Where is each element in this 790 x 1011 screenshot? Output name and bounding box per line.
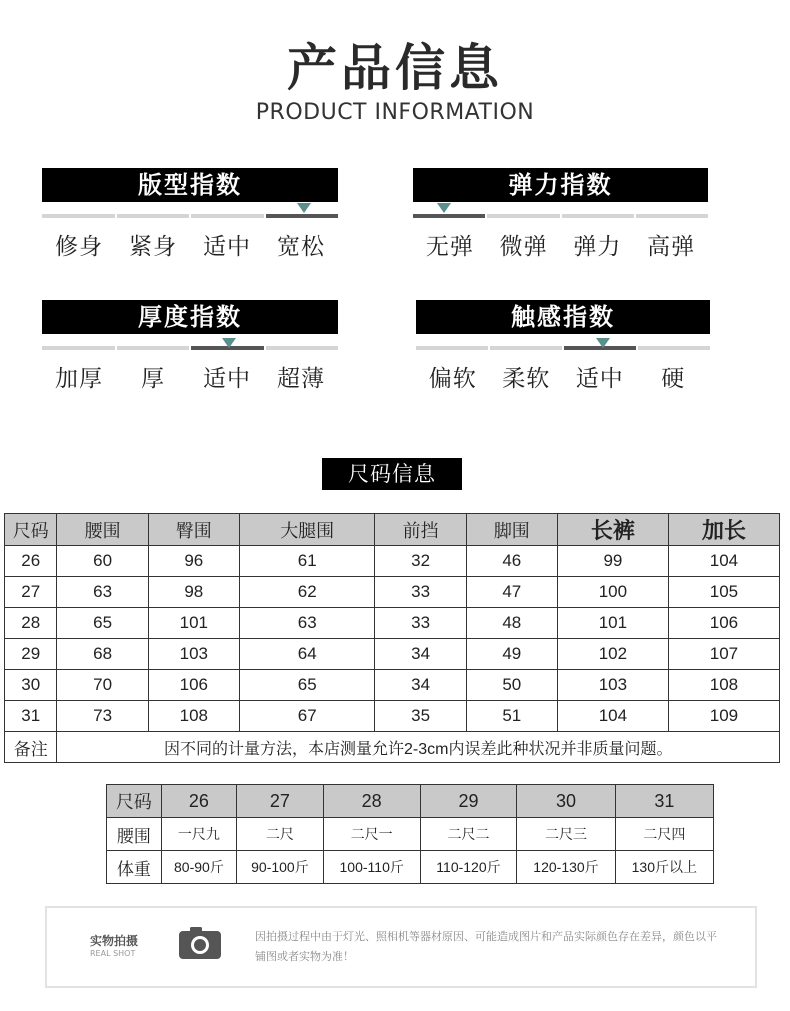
table-cell: 80-90斤 xyxy=(161,851,236,884)
table-cell: 105 xyxy=(668,577,779,608)
table-cell: 49 xyxy=(466,639,557,670)
row-label: 体重 xyxy=(107,851,162,884)
index-option: 硬 xyxy=(661,366,686,392)
column-header: 尺码 xyxy=(5,514,57,546)
table-row xyxy=(5,608,780,639)
index-option: 适中 xyxy=(203,234,251,260)
table-cell: 120-130斤 xyxy=(517,851,615,884)
index-option: 超薄 xyxy=(277,366,325,392)
table-cell: 103 xyxy=(148,639,239,670)
table-cell: 50 xyxy=(466,670,557,701)
table-cell: 二尺一 xyxy=(323,818,420,851)
index-title: 触感指数 xyxy=(416,300,710,334)
table-cell: 109 xyxy=(668,701,779,732)
table-cell: 二尺 xyxy=(237,818,324,851)
table-cell: 30 xyxy=(517,785,615,818)
index-scale xyxy=(413,214,708,218)
table-cell: 63 xyxy=(239,608,375,639)
table-cell: 108 xyxy=(668,670,779,701)
table-cell: 65 xyxy=(57,608,148,639)
pointer-icon xyxy=(596,338,610,348)
note-row xyxy=(5,732,780,763)
table-cell: 100-110斤 xyxy=(323,851,420,884)
table-cell: 110-120斤 xyxy=(420,851,517,884)
table-cell: 47 xyxy=(466,577,557,608)
table-cell: 二尺二 xyxy=(420,818,517,851)
table-cell: 51 xyxy=(466,701,557,732)
column-header: 加长 xyxy=(668,514,779,546)
index-fit xyxy=(42,168,338,261)
table-cell: 62 xyxy=(239,577,375,608)
table-cell: 34 xyxy=(375,639,466,670)
table-row xyxy=(107,785,714,818)
table-cell: 46 xyxy=(466,546,557,577)
table-cell: 26 xyxy=(5,546,57,577)
table-cell: 48 xyxy=(466,608,557,639)
row-label: 尺码 xyxy=(107,785,162,818)
table-cell: 100 xyxy=(557,577,668,608)
table-cell: 102 xyxy=(557,639,668,670)
table-cell: 30 xyxy=(5,670,57,701)
table-row xyxy=(107,818,714,851)
index-scale xyxy=(42,346,338,350)
page-title: 产品信息 xyxy=(287,39,503,97)
index-option: 加厚 xyxy=(55,366,103,392)
column-header: 长裤 xyxy=(557,514,668,546)
table-cell: 一尺九 xyxy=(161,818,236,851)
table-cell: 31 xyxy=(615,785,713,818)
index-option: 厚 xyxy=(141,366,165,392)
index-option: 偏软 xyxy=(428,366,477,392)
table-cell: 34 xyxy=(375,670,466,701)
table-cell: 70 xyxy=(57,670,148,701)
table-cell: 27 xyxy=(237,785,324,818)
table-row xyxy=(5,639,780,670)
index-scale xyxy=(42,214,338,218)
table-cell: 107 xyxy=(668,639,779,670)
index-title: 厚度指数 xyxy=(42,300,338,334)
column-header: 大腿围 xyxy=(239,514,375,546)
column-header: 脚围 xyxy=(466,514,557,546)
table-cell: 104 xyxy=(668,546,779,577)
table-cell: 90-100斤 xyxy=(237,851,324,884)
weight-table xyxy=(106,784,714,884)
index-option: 适中 xyxy=(203,366,251,392)
note-text: 因不同的计量方法，本店测量允许2-3cm内误差此种状况并非质量问题。 xyxy=(57,732,780,763)
table-cell: 27 xyxy=(5,577,57,608)
pointer-icon xyxy=(222,338,236,348)
table-cell: 29 xyxy=(5,639,57,670)
index-option: 微弹 xyxy=(499,234,548,260)
index-option: 宽松 xyxy=(277,234,325,260)
table-cell: 二尺四 xyxy=(615,818,713,851)
index-title: 版型指数 xyxy=(42,168,338,202)
column-header: 臀围 xyxy=(148,514,239,546)
table-cell: 73 xyxy=(57,701,148,732)
table-cell: 67 xyxy=(239,701,375,732)
table-cell: 96 xyxy=(148,546,239,577)
row-label: 腰围 xyxy=(107,818,162,851)
table-cell: 28 xyxy=(323,785,420,818)
table-cell: 130斤以上 xyxy=(615,851,713,884)
column-header: 前挡 xyxy=(375,514,466,546)
table-cell: 63 xyxy=(57,577,148,608)
table-cell: 29 xyxy=(420,785,517,818)
table-cell: 68 xyxy=(57,639,148,670)
table-cell: 104 xyxy=(557,701,668,732)
table-row xyxy=(5,701,780,732)
table-cell: 106 xyxy=(148,670,239,701)
table-cell: 二尺三 xyxy=(517,818,615,851)
table-row xyxy=(5,670,780,701)
photo-notice-text: 因拍摄过程中由于灯光、照相机等器材原因、可能造成图片和产品实际颜色存在差异，颜色以平铺图或者实物为准！ xyxy=(255,930,717,963)
table-cell: 101 xyxy=(148,608,239,639)
index-elasticity xyxy=(413,168,708,261)
table-cell: 64 xyxy=(239,639,375,670)
size-table xyxy=(4,513,780,763)
table-cell: 65 xyxy=(239,670,375,701)
index-option: 柔软 xyxy=(502,366,551,392)
table-cell: 60 xyxy=(57,546,148,577)
table-cell: 33 xyxy=(375,608,466,639)
table-cell: 101 xyxy=(557,608,668,639)
table-cell: 26 xyxy=(161,785,236,818)
index-option: 弹力 xyxy=(573,234,622,260)
column-header: 腰围 xyxy=(57,514,148,546)
photo-notice-subtitle: REAL SHOT xyxy=(90,949,136,958)
size-section-label: 尺码信息 xyxy=(322,458,462,490)
table-cell: 28 xyxy=(5,608,57,639)
table-row xyxy=(5,546,780,577)
table-row xyxy=(107,851,714,884)
index-option: 无弹 xyxy=(425,234,474,260)
note-label: 备注 xyxy=(5,732,57,763)
table-cell: 108 xyxy=(148,701,239,732)
index-option: 适中 xyxy=(575,366,624,392)
photo-notice-title: 实物拍摄 xyxy=(90,934,139,948)
camera-icon xyxy=(178,926,222,960)
index-option: 高弹 xyxy=(647,234,696,260)
table-cell: 31 xyxy=(5,701,57,732)
table-cell: 33 xyxy=(375,577,466,608)
page-subtitle: PRODUCT INFORMATION xyxy=(255,100,535,125)
table-row xyxy=(5,577,780,608)
index-option: 修身 xyxy=(55,234,103,260)
table-header-row xyxy=(5,514,780,546)
table-cell: 61 xyxy=(239,546,375,577)
table-cell: 99 xyxy=(557,546,668,577)
index-scale xyxy=(416,346,710,350)
table-cell: 32 xyxy=(375,546,466,577)
table-cell: 103 xyxy=(557,670,668,701)
index-option: 紧身 xyxy=(129,234,177,260)
pointer-icon xyxy=(297,203,311,213)
pointer-icon xyxy=(437,203,451,213)
table-cell: 35 xyxy=(375,701,466,732)
index-touch xyxy=(416,300,710,393)
index-title: 弹力指数 xyxy=(413,168,708,202)
table-cell: 106 xyxy=(668,608,779,639)
table-cell: 98 xyxy=(148,577,239,608)
index-thickness xyxy=(42,300,338,393)
